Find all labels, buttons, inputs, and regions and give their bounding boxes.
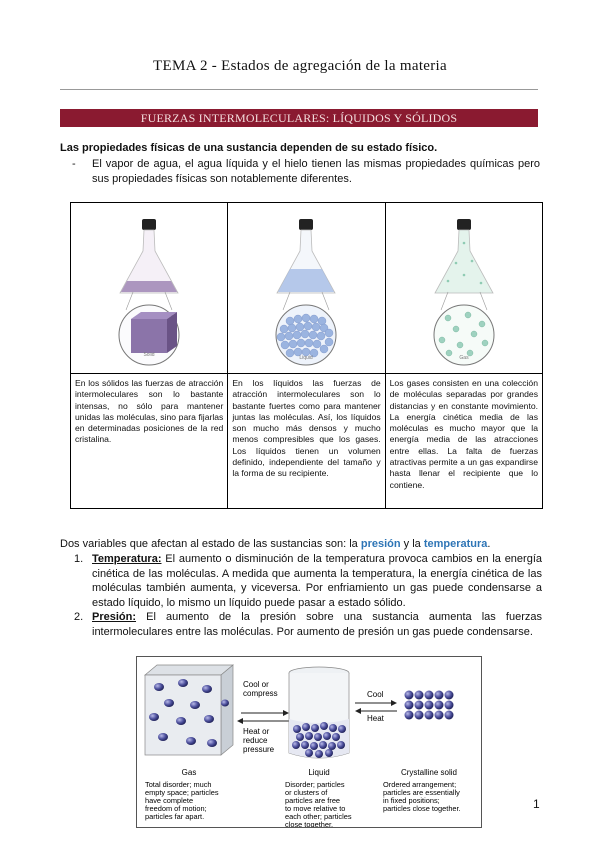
crystalline-solid: [405, 691, 454, 720]
variables-intro-mid: y la: [400, 538, 424, 550]
list-term: Temperatura:: [92, 553, 162, 565]
lead-sentence: Las propiedades físicas de una sustancia dependen de su estado físico.: [60, 142, 438, 154]
solid-label: Solid: [143, 352, 155, 358]
liquid-caption: Disorder; particles or clusters of particles are free to move relative to each other; particles close together.: [285, 780, 352, 827]
gas-caption: Total disorder; much empty space; particles have complete freedom of motion; particles far apart.: [145, 780, 219, 821]
list-term: Presión:: [92, 611, 137, 624]
cool-compress-label: Cool or compress: [243, 680, 278, 698]
liquid-description: En los líquidos las fuerzas de atracción intermoleculares son lo bastante fuertes como para mantener juntas las moléculas. Así, los líquidos son mucho más densos y mucho menos compresibles que los gases. Los líquidos tienen un volumen definido, independiente del tamaño y la forma de su recipiente.: [232, 378, 381, 479]
solid-image-cell: [71, 203, 228, 374]
variables-intro-text: Dos variables que afectan al estado de las sustancias son: la: [60, 538, 361, 550]
bullet-dash: -: [72, 158, 76, 170]
states-figure: [136, 656, 482, 828]
solid-caption: Ordered arrangement; particles are essentially in fixed positions; particles close together.: [383, 780, 461, 813]
variables-list: [60, 552, 542, 640]
heat-reduce-label: Heat or reduce pressure: [243, 727, 275, 754]
gas-flask-illustration: [386, 203, 544, 373]
list-number: 1.: [74, 553, 84, 565]
liquid-state-label: Liquid: [308, 768, 330, 777]
heat-label: Heat: [367, 714, 384, 723]
header-rule: [60, 89, 538, 90]
list-text: El aumento o disminución de la temperatura provoca cambios en la energía cinética de las moléculas. A medida que aumenta la temperatura, la energía cinética de las moléculas también aumenta, y viceversa. Por enfriamiento un gas puede condensarse a estado líquido, lo mismo un líquido puede pasar a estado sólido.: [92, 553, 542, 609]
variables-intro-end: .: [487, 538, 491, 550]
solid-description: En los sólidos las fuerzas de atracción intermoleculares son lo bastante intensas, no sólo para mantener unidas las moléculas, sino para fijarlas en determinadas posiciones de la red cristalina.: [75, 378, 224, 445]
list-item: [60, 552, 542, 610]
liquid-image-cell: [228, 203, 385, 374]
liquid-flask-illustration: [228, 203, 386, 373]
liquid-beaker: [289, 667, 349, 758]
gas-label: Gas: [459, 355, 469, 361]
page-number: 1: [533, 797, 540, 811]
list-number: 2.: [74, 611, 84, 624]
variables-intro: [60, 538, 490, 550]
states-table: [70, 202, 543, 509]
bullet-item: [60, 157, 540, 187]
section-banner: FUERZAS INTERMOLECULARES: LÍQUIDOS Y SÓLIDOS: [60, 109, 538, 127]
keyword-presion: presión: [360, 538, 401, 550]
gas-box: [145, 665, 233, 755]
gas-image-cell: [385, 203, 542, 374]
solid-flask-illustration: [71, 203, 229, 373]
cool-label: Cool: [367, 690, 384, 699]
liquid-label: Liquid: [299, 355, 314, 361]
bullet-text: El vapor de agua, el agua líquida y el hielo tienen las mismas propiedades químicas pero sus propiedades físicas son notablemente diferentes.: [92, 158, 540, 185]
crystalline-state-label: Crystalline solid: [400, 768, 458, 777]
list-text: El aumento de la presión sobre una sustancia aumenta las fuerzas intermoleculares entre las moléculas. Por aumento de presión un gas puede condensarse.: [92, 611, 542, 638]
page-title: TEMA 2 - Estados de agregación de la materia: [153, 58, 447, 74]
states-figure-diagram: [137, 657, 481, 827]
list-item: [60, 610, 542, 639]
keyword-temperatura: temperatura: [423, 538, 488, 550]
gas-state-label: Gas: [181, 768, 197, 777]
gas-description: Los gases consisten en una colección de moléculas separadas por grandes distancias y en constante movimiento. La energía cinética media de las moléculas es mucho mayor que la energía media de las atracciones entre ellas. La falta de fuerzas atractivas permite a un gas expandirse hasta llenar el recipiente que lo contiene.: [389, 378, 538, 490]
